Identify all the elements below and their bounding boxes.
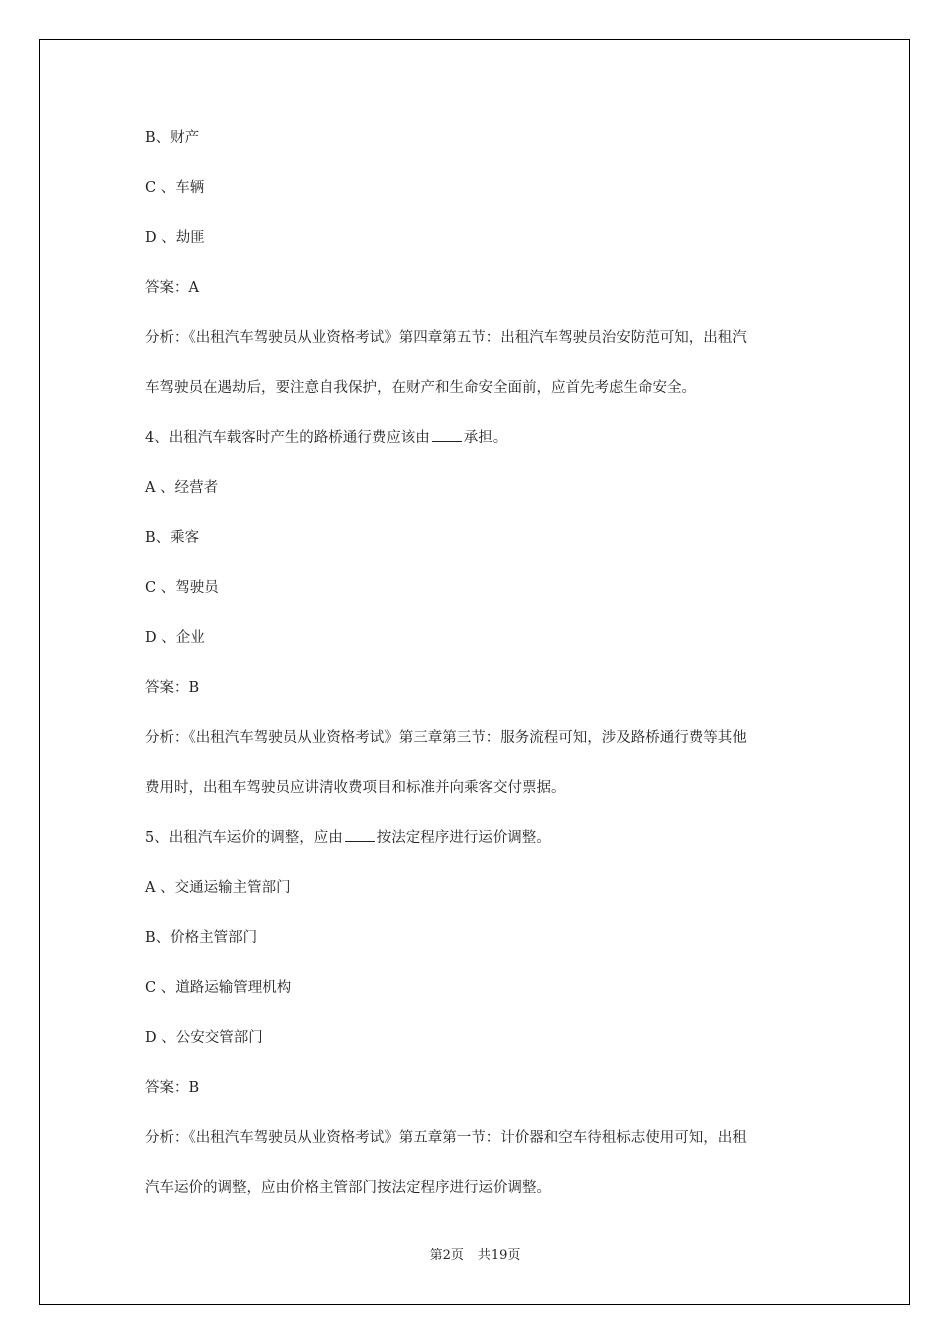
answer: 答案：A	[145, 280, 199, 296]
option-c: C 、道路运输管理机构	[145, 980, 292, 996]
option-b: B、价格主管部门	[145, 930, 258, 946]
answer: 答案：B	[145, 1080, 200, 1096]
option-a: A 、经营者	[145, 480, 219, 496]
fill-blank	[345, 825, 375, 842]
option-b: B、财产	[145, 130, 200, 146]
analysis-line: 分析：《出租汽车驾驶员从业资格考试》第三章第三节：服务流程可知，涉及路桥通行费等其他	[145, 730, 747, 746]
analysis-line: 费用时，出租车驾驶员应讲清收费项目和标准并向乘客交付票据。	[145, 780, 566, 796]
option-b: B、乘客	[145, 530, 200, 546]
answer: 答案：B	[145, 680, 200, 696]
question-5	[145, 824, 815, 874]
question-text: 按法定程序进行运价调整。	[376, 830, 551, 846]
option-d: D 、企业	[145, 630, 205, 646]
option-c: C 、驾驶员	[145, 580, 219, 596]
option-d: D 、公安交管部门	[145, 1030, 263, 1046]
analysis-line: 分析：《出租汽车驾驶员从业资格考试》第四章第五节：出租汽车驾驶员治安防范可知，出租汽	[145, 330, 747, 346]
question-text: 4、出租汽车载客时产生的路桥通行费应该由	[145, 430, 430, 446]
question-4	[145, 424, 815, 474]
question-text: 5、出租汽车运价的调整，应由	[145, 830, 343, 846]
option-a: A 、交通运输主管部门	[145, 880, 291, 896]
analysis-line: 分析：《出租汽车驾驶员从业资格考试》第五章第一节：计价器和空车待租标志使用可知，出租	[145, 1130, 747, 1146]
fill-blank	[432, 425, 462, 442]
page-footer	[0, 1246, 950, 1266]
document-body	[145, 124, 815, 1224]
option-d: D 、劫匪	[145, 230, 205, 246]
analysis-line: 汽车运价的调整，应由价格主管部门按法定程序进行运价调整。	[145, 1180, 551, 1196]
question-text: 承担。	[463, 430, 508, 446]
page-number: 第2页	[429, 1248, 464, 1263]
page-total: 共19页	[477, 1248, 521, 1263]
analysis-line: 车驾驶员在遇劫后，要注意自我保护，在财产和生命安全面前，应首先考虑生命安全。	[145, 380, 696, 396]
option-c: C 、车辆	[145, 180, 205, 196]
